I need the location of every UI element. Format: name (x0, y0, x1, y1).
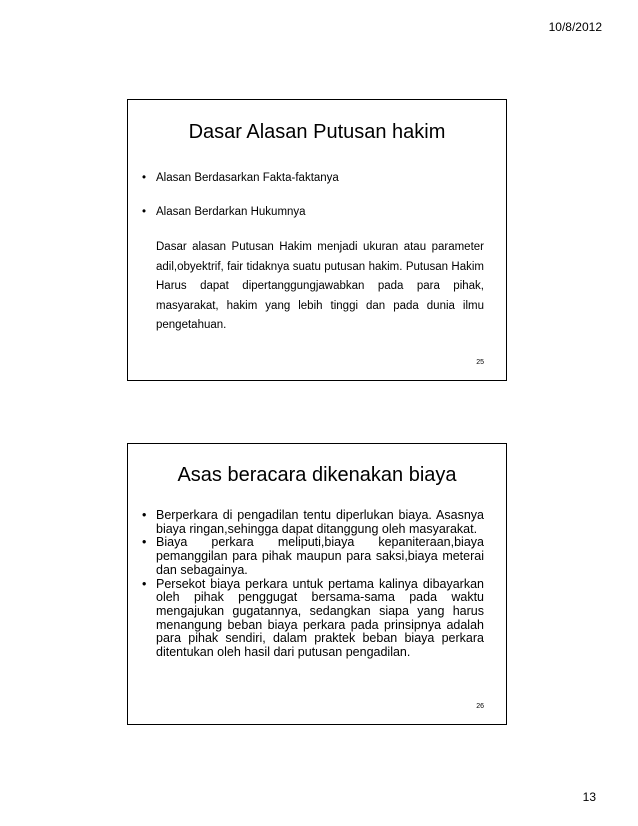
bullet-icon: • (142, 535, 147, 550)
slide-number: 25 (476, 359, 484, 366)
slide-paragraph: Dasar alasan Putusan Hakim menjadi ukuran atau parameter adil,obyektrif, fair tidaknya suatu putusan hakim. Putusan Hakim Harus dapat dipertanggungjawabkan pada para pihak, masyarakat, hakim yang lebih tinggi dan pada dunia ilmu pengetahuan. (156, 241, 484, 331)
bullet-icon: • (142, 576, 147, 591)
print-date: 10/8/2012 (548, 20, 602, 34)
bullet-item: • Alasan Berdasarkan Fakta-faktanya (142, 172, 339, 184)
slide-25 (127, 99, 507, 381)
bullet-icon: • (142, 508, 147, 522)
slide-title: Dasar Alasan Putusan hakim (188, 121, 446, 143)
bullet-item: • Biaya perkara meliputi,biaya kepaniteraan,biaya pemanggilan para pihak maupun para saksi,biaya meterai dan sebagainya. (142, 535, 484, 577)
bullet-item: • Berperkara di pengadilan tentu diperlukan biaya. Asasnya biaya ringan,sehingga dapat ditanggung oleh masyarakat. (142, 508, 484, 536)
page-number: 13 (582, 790, 596, 804)
slide-title: Asas beracara dikenakan biaya (177, 464, 457, 486)
bullet-icon: • (142, 172, 147, 184)
bullet-list (142, 509, 484, 660)
slide-26 (127, 443, 507, 725)
slide-number: 26 (476, 703, 484, 710)
bullet-icon: • (142, 206, 147, 218)
bullet-item: • Persekot biaya perkara untuk pertama kalinya dibayarkan oleh pihak penggugat bersama-sama pada waktu mengajukan gugatannya, sedangkan siapa yang harus menangung beban biaya perkara pada prinsipnya adalah para pihak sendiri, dalam praktek beban biaya perkara ditentukan oleh hasil dari putusan pengadilan. (142, 576, 484, 660)
bullet-item: • Alasan Berdarkan Hukumnya (142, 206, 306, 218)
